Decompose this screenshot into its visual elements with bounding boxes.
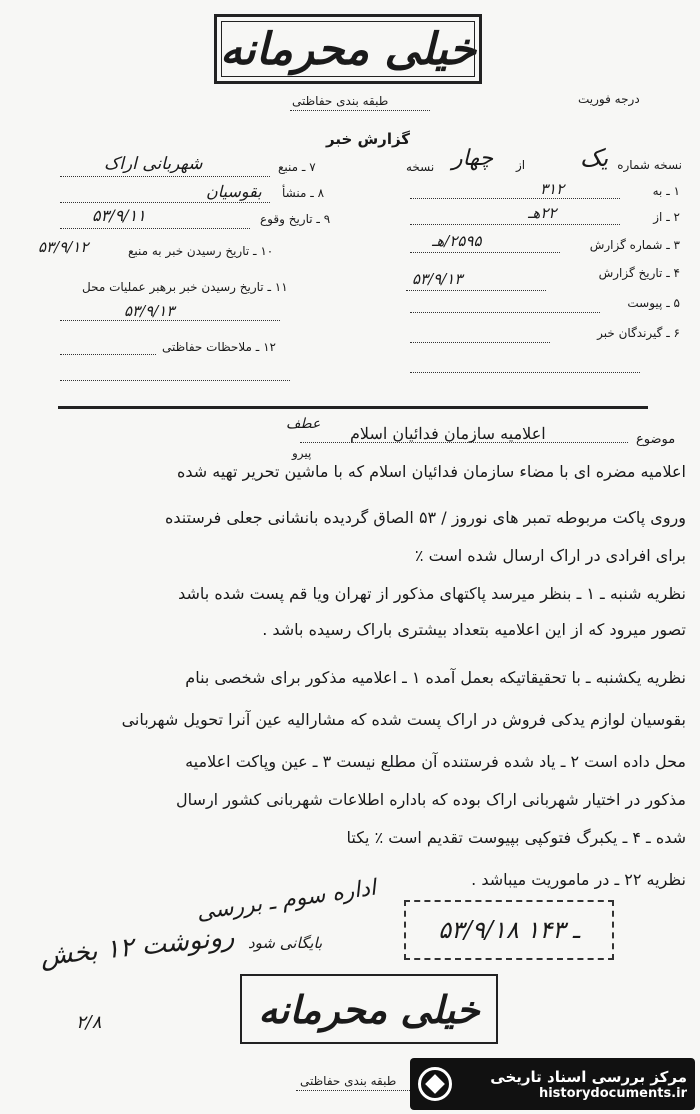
caption-line [290, 110, 430, 111]
report-date-label: ۴ ـ تاریخ گزارش [598, 266, 680, 280]
from-label: ۲ ـ از [653, 210, 680, 224]
subject-annotation-bottom: پیرو [292, 446, 312, 460]
subject-annotation-top: عطف [286, 416, 321, 432]
archive-watermark-text [490, 1068, 687, 1101]
from-value: ۲۲هـ [528, 204, 557, 222]
notes-label: ۱۲ ـ ملاحظات حفاظتی [162, 340, 276, 354]
body-line-9: مذکور در اختیار شهربانی اراک بوده که باداره اطلاعات شهربانی کشور ارسال [176, 790, 686, 809]
recipients-line [410, 342, 550, 343]
report-date-value: ۵۳/۹/۱۳ [412, 270, 463, 288]
received-stamp-text: ۵۳/۹/۱۸ ـ ۱۴۳ [438, 916, 580, 944]
received-ops-line [60, 320, 280, 321]
body-line-7: بقوسیان لوازم یدکی فروش در اراک پست شده که مشارالیه عین آنرا تحویل شهربانی [121, 710, 686, 729]
copy-number-value: یک [580, 144, 609, 172]
notes-line-2 [60, 380, 290, 381]
classification-caption: طبقه بندی حفاظتی [292, 94, 389, 108]
subject-line [300, 442, 628, 443]
origin-label: ۸ ـ منشأ [282, 186, 325, 200]
priority-label: درجه فوریت [578, 92, 640, 106]
report-title: گزارش خبر [326, 130, 411, 148]
body-line-3: برای افرادی در اراک ارسال شده است ٪ [414, 546, 686, 565]
report-date-line [406, 290, 546, 291]
copy-number-label: نسخه شماره [617, 158, 682, 172]
body-line-4: نظریه شنبه ـ ۱ ـ بنظر میرسد پاکتهای مذکور از تهران ویا قم پست شده باشد [178, 584, 686, 603]
bottom-classification-caption: طبقه بندی حفاظتی [300, 1074, 397, 1088]
body-line-10: شده ـ ۴ ـ یکبرگ فتوکپی بپیوست تقدیم است ٪ یکتا [346, 828, 686, 847]
received-ops-label: ۱۱ ـ تاریخ رسیدن خبر برهبر عملیات محل [82, 280, 288, 294]
initials: ۲/۸ [76, 1012, 102, 1033]
classification-stamp: خیلی محرمانه [214, 14, 482, 84]
received-source-value: ۵۳/۹/۱۲ [38, 238, 89, 256]
source-value: شهربانی اراک [104, 154, 203, 174]
origin-line [60, 202, 270, 203]
event-date-value: ۵۳/۹/۱۱ [92, 206, 146, 225]
subject-label: موضوع [636, 432, 676, 447]
copy-suffix: نسخه [406, 160, 435, 174]
source-line [60, 176, 270, 177]
bottom-classification-stamp: خیلی محرمانه [240, 974, 498, 1044]
report-no-value: ۲۵۹۵/هـ [432, 232, 482, 250]
subject-value: اعلامیه سازمان فدائیان اسلام [350, 424, 546, 443]
from-line [410, 224, 620, 225]
signature: اداره سوم ـ بررسی [195, 875, 378, 926]
report-no-label: ۳ ـ شماره گزارش [589, 238, 680, 252]
body-line-11: نظریه ۲۲ ـ در ماموریت میباشد . [471, 870, 686, 889]
to-value: ۳۱۲ [540, 180, 565, 198]
copy-of-word: از [516, 158, 526, 172]
report-no-line [410, 252, 560, 253]
event-date-label: ۹ ـ تاریخ وقوع [260, 212, 331, 226]
margin-note: بایگانی شود [248, 934, 323, 952]
body-line-6: نظریه یکشنبه ـ با تحقیقاتیکه بعمل آمده ۱ ـ اعلامیه مذکور برای شخصی بنام [185, 668, 686, 687]
attachment-label: ۵ ـ پیوست [627, 296, 680, 310]
to-label: ۱ ـ به [652, 184, 680, 198]
received-ops-value: ۵۳/۹/۱۳ [124, 302, 175, 320]
body-line-8: محل داده است ۲ ـ یاد شده فرستنده آن مطلع نیست ۳ ـ عین وپاکت اعلامیه [185, 752, 686, 771]
archive-watermark [410, 1058, 695, 1110]
archive-url: historydocuments.ir [538, 1085, 687, 1101]
copy-of-value: چهار [452, 146, 494, 171]
recipients-label: ۶ ـ گیرندگان خبر [597, 326, 680, 340]
received-stamp [404, 900, 614, 960]
body-line-2: وروی پاکت مربوطه تمبر های نوروز / ۵۳ الصاق گردیده بانشانی جعلی فرستنده [164, 508, 686, 527]
origin-value: بقوسیان [206, 182, 262, 201]
attachment-line [410, 312, 600, 313]
section-divider [58, 406, 648, 409]
event-date-line [60, 228, 250, 229]
body-line-1: اعلامیه مضره ای با مضاء سازمان فدائیان اسلام که با ماشین تحریر تهیه شده [176, 462, 686, 481]
notes-line [60, 354, 156, 355]
archive-org-name: مرکز بررسی اسناد تاریخی [490, 1067, 687, 1086]
body-line-5: تصور میرود که از این اعلامیه بتعداد بیشتری باراک رسیده باشد . [262, 620, 686, 639]
archive-logo-icon [418, 1067, 452, 1101]
to-line [410, 198, 620, 199]
received-source-label: ۱۰ ـ تاریخ رسیدن خبر به منبع [128, 244, 274, 258]
source-label: ۷ ـ منبع [278, 160, 316, 174]
margin-note-2: رونوشت ۱۲ بخش [38, 921, 236, 973]
recipients-line-2 [410, 372, 640, 373]
